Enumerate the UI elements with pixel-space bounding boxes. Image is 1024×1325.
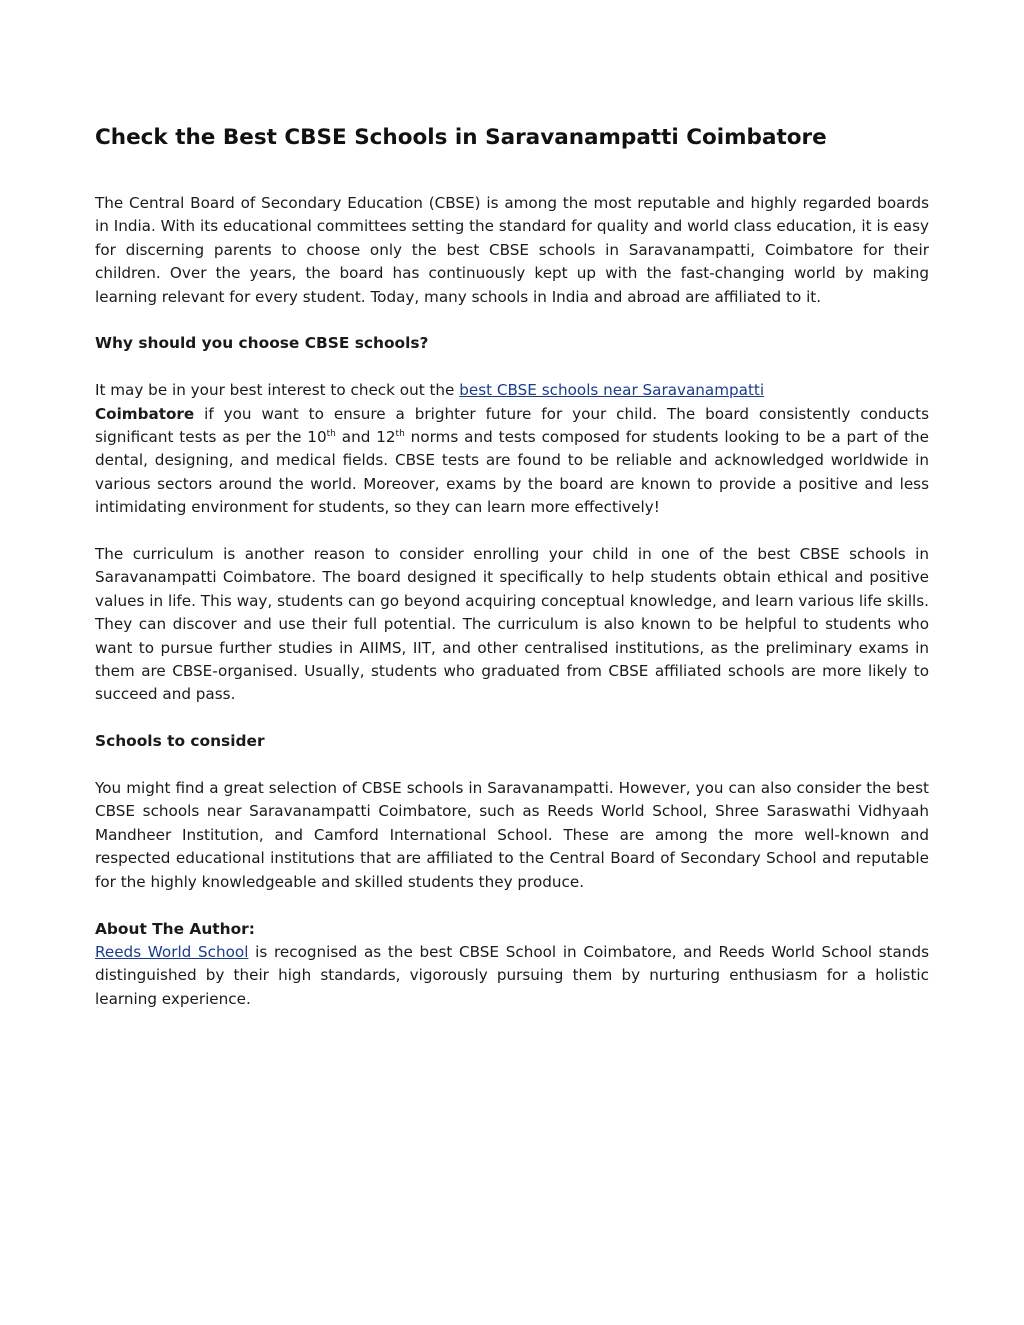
- why-cbse-text-3: norms and tests composed for students looking to be a part of the dental, designing, and medical fields. CBSE tests are found to be reliable and acknowledged worldwide in various sectors around the world. Moreover, exams by the board are known to provide a positive and less intimidating environment for students, so they can learn more effectively!: [95, 428, 929, 517]
- sup-th-1: th: [326, 428, 336, 439]
- author-paragraph: [95, 941, 929, 1011]
- author-text: is recognised as the best CBSE School in Coimbatore, and Reeds World School stands distinguished by their high standards, vigorously pursuing them by nurturing enthusiasm for a holistic learning experience.: [95, 942, 929, 1008]
- why-cbse-lead: It may be in your best interest to check out the: [95, 381, 460, 400]
- best-cbse-schools-link[interactable]: best CBSE schools near Saravanampatti: [459, 381, 765, 400]
- author-heading: About The Author:: [95, 919, 255, 938]
- sup-th-2: th: [395, 428, 405, 439]
- why-cbse-bold: Coimbatore: [95, 404, 195, 423]
- intro-paragraph: The Central Board of Secondary Education (CBSE) is among the most reputable and highly regarded boards in India. With its educational committees setting the standard for quality and world class education, it is easy for discerning parents to choose only the best CBSE schools in Saravanampatti, Coimbatore for their children. Over the years, the board has continuously kept up with the fast-changing world by making learning relevant for every student. Today, many schools in India and abroad are affiliated to it.: [95, 194, 929, 306]
- reeds-world-school-link[interactable]: Reeds World School: [95, 942, 249, 961]
- section-heading-schools: Schools to consider: [95, 732, 265, 751]
- why-cbse-text-2: and 12: [335, 428, 396, 447]
- page-title: Check the Best CBSE Schools in Saravanampatti Coimbatore: [95, 125, 827, 150]
- curriculum-paragraph: The curriculum is another reason to consider enrolling your child in one of the best CBSE schools in Saravanampatti Coimbatore. The board designed it specifically to help students obtain ethical and positive values in life. This way, students can go beyond acquiring conceptual knowledge, and learn various life skills. They can discover and use their full potential. The curriculum is also known to be helpful to students who want to pursue further studies in AIIMS, IIT, and other centralised institutions, as the preliminary exams in them are CBSE-organised. Usually, students who graduated from CBSE affiliated schools are more likely to succeed and pass.: [95, 545, 929, 704]
- section-heading-why-cbse: Why should you choose CBSE schools?: [95, 334, 429, 353]
- schools-paragraph: You might find a great selection of CBSE schools in Saravanampatti. However, you can also consider the best CBSE schools near Saravanampatti Coimbatore, such as Reeds World School, Shree Saraswathi Vidhyaah Mandheer Institution, and Camford International School. These are among the more well-known and respected educational institutions that are affiliated to the Central Board of Secondary School and reputable for the highly knowledgeable and skilled students they produce.: [95, 779, 929, 891]
- why-cbse-text-1: if you want to ensure a brighter future for your child. The board consistently conducts significant tests as per the 10: [95, 404, 929, 447]
- document-page: [95, 122, 929, 1011]
- why-cbse-paragraph-1: [95, 379, 929, 519]
